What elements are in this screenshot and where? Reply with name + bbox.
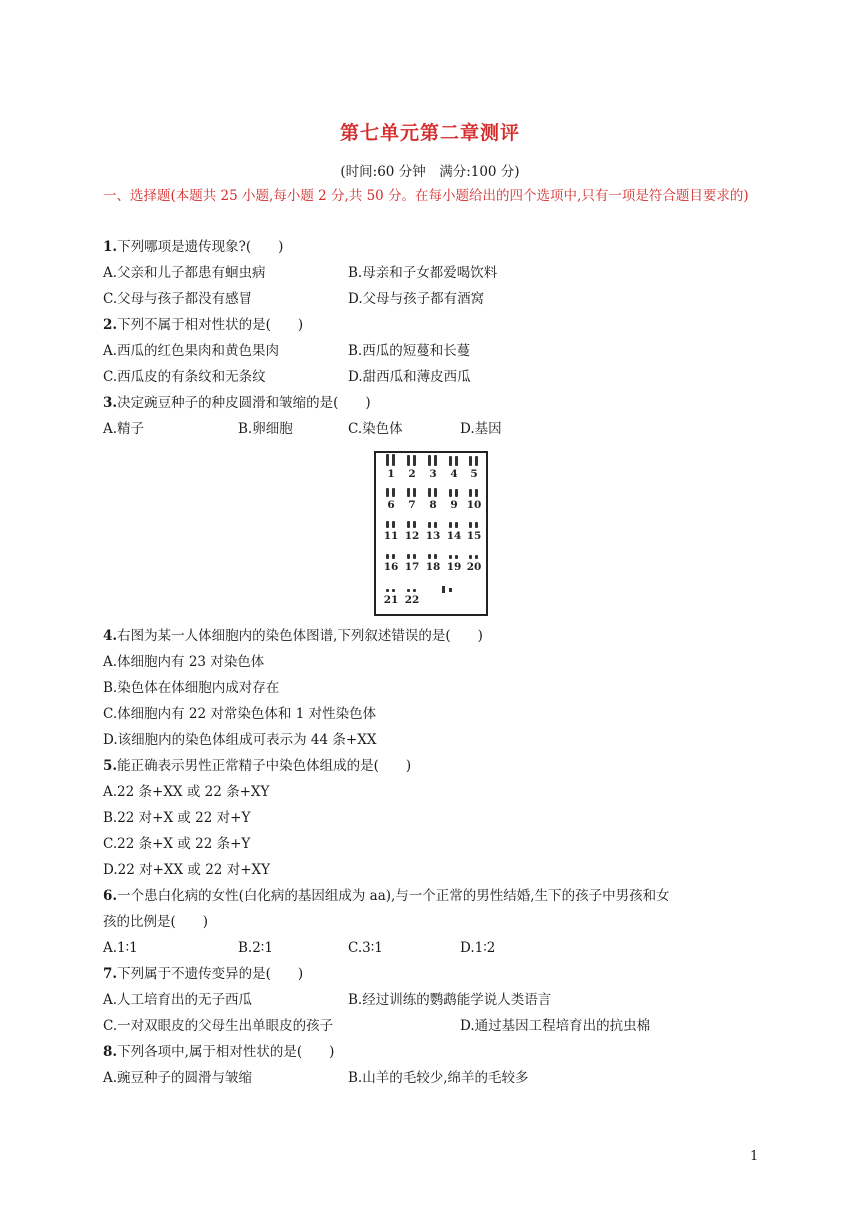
option-4c: C.体细胞内有 22 对常染色体和 1 对性染色体 (103, 706, 377, 722)
option-6a: A.1∶1 (103, 940, 138, 956)
chromosome-label: 1 (387, 468, 395, 480)
chromosome (428, 488, 431, 497)
chromosome (386, 521, 389, 528)
option-7b: B.经过训练的鹦鹉能学说人类语言 (348, 992, 552, 1008)
chromosome-label: 10 (466, 499, 482, 511)
chromosome (413, 521, 416, 528)
question-8: 8.下列各项中,属于相对性状的是( ) (103, 1044, 335, 1060)
chromosome (428, 522, 431, 528)
chromosome (455, 522, 458, 528)
chromosome-label: 7 (408, 499, 416, 511)
option-6b: B.2∶1 (238, 940, 273, 956)
option-1b: B.母亲和子女都爱喝饮料 (348, 265, 498, 281)
chromosome (386, 454, 389, 466)
option-2a: A.西瓜的红色果肉和黄色果肉 (103, 343, 280, 359)
chromosome-label: 9 (450, 499, 458, 511)
option-2b: B.西瓜的短蔓和长蔓 (348, 343, 471, 359)
option-3b: B.卵细胞 (238, 421, 293, 437)
page-number: 1 (750, 1149, 759, 1164)
karyotype-figure (374, 451, 488, 616)
chromosome (407, 455, 410, 466)
chromosome-label: 11 (383, 530, 399, 542)
option-2d: D.甜西瓜和薄皮西瓜 (348, 369, 471, 385)
chromosome (392, 454, 395, 466)
chromosome (413, 455, 416, 466)
chromosome (434, 488, 437, 497)
section-heading: 一、选择题(本题共 25 小题,每小题 2 分,共 50 分。在每小题给出的四个选项中,只有一项是符合题目要求的) (103, 188, 749, 204)
chromosome (434, 522, 437, 528)
option-5a: A.22 条+XX 或 22 条+XY (103, 784, 270, 800)
question-3: 3.决定豌豆种子的种皮圆滑和皱缩的是( ) (103, 395, 371, 411)
chromosome-label: 22 (404, 594, 420, 606)
chromosome (407, 488, 410, 497)
chromosome-label: 15 (466, 530, 482, 542)
chromosome (407, 589, 410, 592)
option-4a: A.体细胞内有 23 对染色体 (103, 654, 265, 670)
chromosome-label: 8 (429, 499, 437, 511)
question-1: 1.下列哪项是遗传现象?( ) (103, 239, 284, 255)
karyotype-svg (376, 453, 486, 614)
chromosome (428, 554, 431, 559)
chromosome (469, 489, 472, 497)
chromosome (392, 521, 395, 528)
chromosome (413, 488, 416, 497)
option-8b: B.山羊的毛较少,绵羊的毛较多 (348, 1070, 529, 1086)
option-8a: A.豌豆种子的圆滑与皱缩 (103, 1070, 253, 1086)
option-1c: C.父母与孩子都没有感冒 (103, 291, 253, 307)
chromosome-label: 12 (404, 530, 420, 542)
question-6: 6.一个患白化病的女性(白化病的基因组成为 aa),与一个正常的男性结婚,生下的孩子中男孩和女 (103, 888, 670, 904)
chromosome (392, 488, 395, 497)
chromosome (475, 555, 478, 559)
chromosome (449, 522, 452, 528)
option-3a: A.精子 (103, 421, 145, 437)
chromosome-label: 3 (429, 468, 437, 480)
chromosome (434, 554, 437, 559)
option-1d: D.父母与孩子都有酒窝 (348, 291, 485, 307)
option-6c: C.3∶1 (348, 940, 383, 956)
sex-chromosome (442, 586, 445, 593)
chromosome (475, 489, 478, 497)
chromosome (449, 555, 452, 559)
option-6d: D.1∶2 (460, 940, 496, 956)
sex-chromosome (449, 588, 452, 592)
question-7: 7.下列属于不遗传变异的是( ) (103, 966, 304, 982)
chromosome (469, 555, 472, 559)
chromosome-label: 16 (383, 561, 399, 573)
chromosome (413, 589, 416, 592)
chromosome-label: 6 (387, 499, 395, 511)
chromosome (475, 456, 478, 466)
exam-info: (时间:60 分钟 满分:100 分) (340, 164, 520, 180)
chromosome (428, 455, 431, 466)
question-2: 2.下列不属于相对性状的是( ) (103, 317, 304, 333)
chromosome-label: 2 (408, 468, 416, 480)
chromosome (455, 555, 458, 559)
question-4: 4.右图为某一人体细胞内的染色体图谱,下列叙述错误的是( ) (103, 628, 483, 644)
chromosome (449, 456, 452, 466)
chromosome-label: 17 (404, 561, 420, 573)
chromosome-label: 20 (466, 561, 482, 573)
option-3c: C.染色体 (348, 421, 403, 437)
chromosome-label: 21 (383, 594, 399, 606)
option-2c: C.西瓜皮的有条纹和无条纹 (103, 369, 266, 385)
chromosome (469, 456, 472, 466)
chromosome (475, 522, 478, 528)
chromosome-label: 14 (446, 530, 462, 542)
chromosome (407, 521, 410, 528)
option-5b: B.22 对+X 或 22 对+Y (103, 810, 251, 826)
chromosome (386, 589, 389, 592)
option-4d: D.该细胞内的染色体组成可表示为 44 条+XX (103, 732, 377, 748)
option-4b: B.染色体在体细胞内成对存在 (103, 680, 280, 696)
chromosome (392, 589, 395, 592)
chromosome (469, 522, 472, 528)
chromosome-label: 19 (446, 561, 462, 573)
question-6-cont: 孩的比例是( ) (103, 914, 209, 930)
chromosome-label: 18 (425, 561, 441, 573)
option-7d: D.通过基因工程培育出的抗虫棉 (460, 1018, 651, 1034)
question-5: 5.能正确表示男性正常精子中染色体组成的是( ) (103, 758, 412, 774)
chromosome (413, 554, 416, 559)
option-5d: D.22 对+XX 或 22 对+XY (103, 862, 271, 878)
chromosome (386, 488, 389, 497)
page-title: 第七单元第二章测评 (339, 122, 520, 144)
option-3d: D.基因 (460, 421, 502, 437)
chromosome (392, 554, 395, 559)
chromosome (455, 456, 458, 466)
option-7a: A.人工培育出的无子西瓜 (103, 992, 253, 1008)
chromosome-label: 4 (450, 468, 458, 480)
chromosome-label: 5 (470, 468, 478, 480)
option-5c: C.22 条+X 或 22 条+Y (103, 836, 251, 852)
chromosome (455, 489, 458, 497)
chromosome (407, 554, 410, 559)
chromosome (434, 455, 437, 466)
option-1a: A.父亲和儿子都患有蛔虫病 (103, 265, 266, 281)
chromosome (449, 489, 452, 497)
chromosome (386, 554, 389, 559)
option-7c: C.一对双眼皮的父母生出单眼皮的孩子 (103, 1018, 334, 1034)
chromosome-label: 13 (425, 530, 441, 542)
